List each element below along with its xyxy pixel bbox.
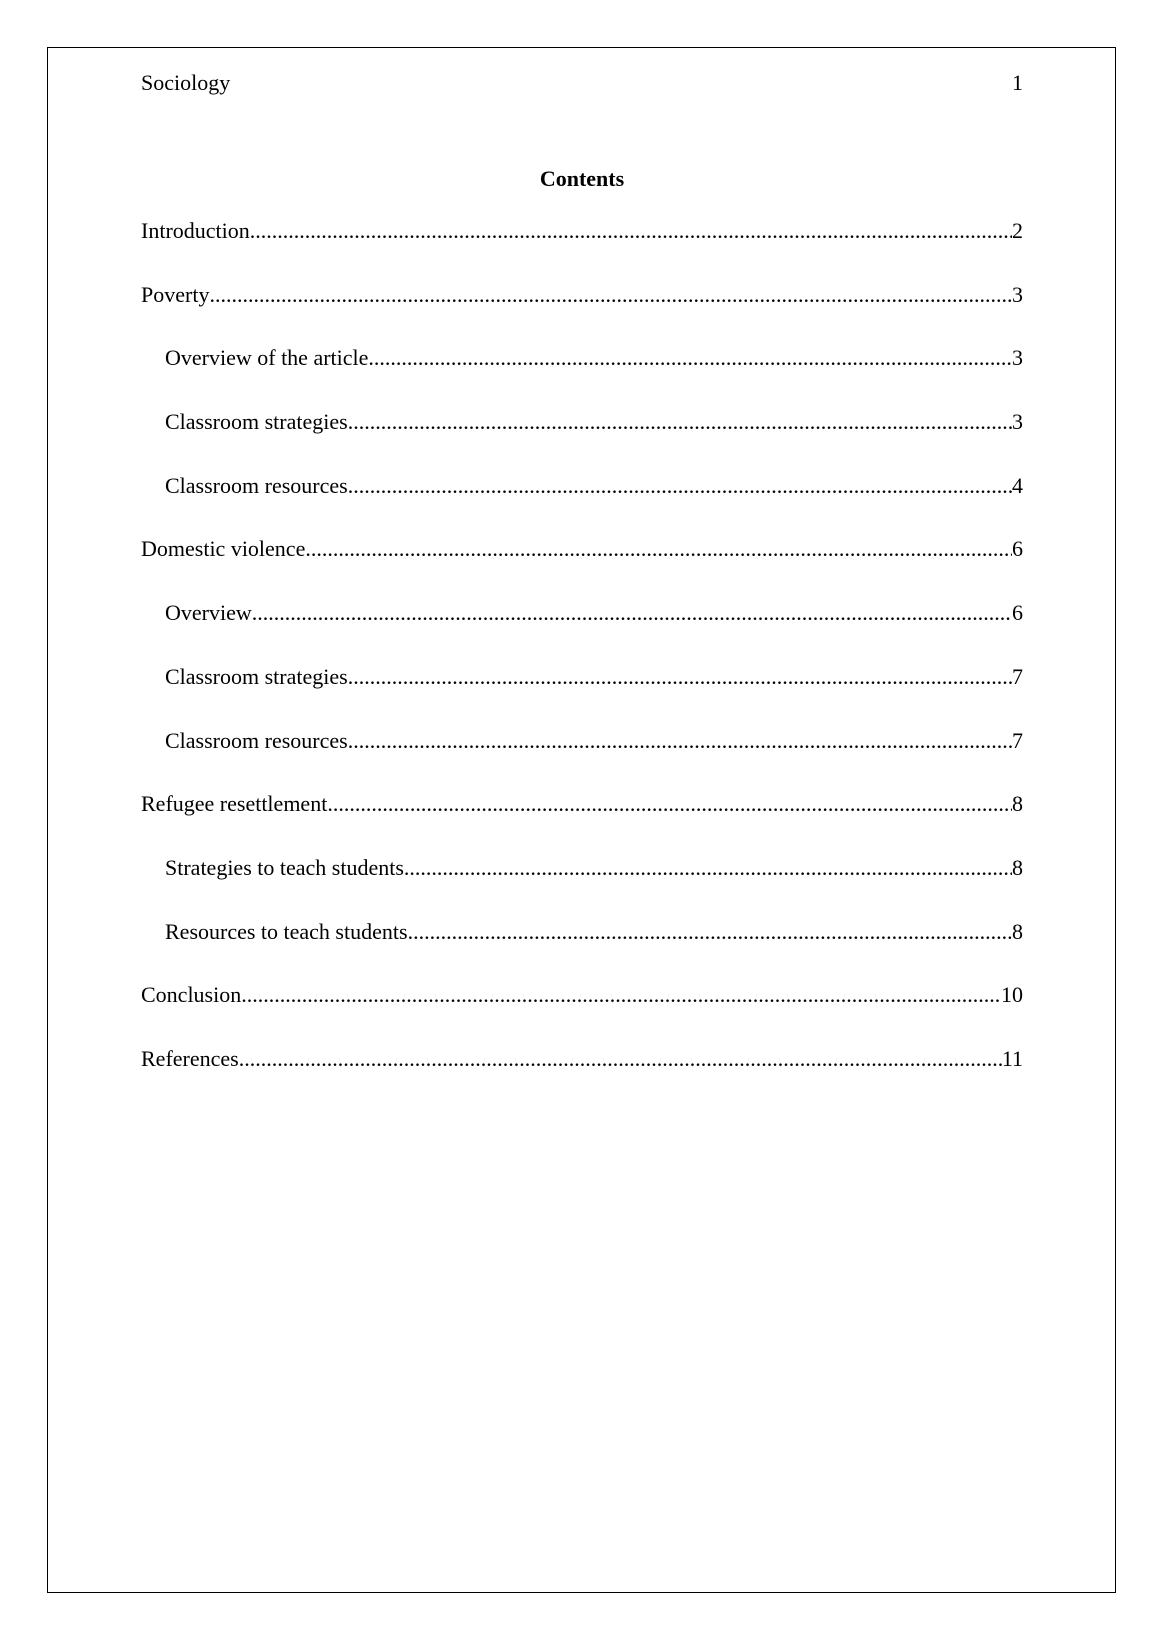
- toc-entry-label: Classroom strategies: [165, 663, 348, 689]
- toc-entry-poverty[interactable]: [141, 280, 1023, 344]
- toc-entry-refugee-resettlement[interactable]: [141, 789, 1023, 853]
- toc-leader-dots: [368, 343, 1012, 373]
- toc-entry-label: Resources to teach students: [165, 918, 408, 944]
- toc-entry-page: 11: [1001, 1045, 1023, 1071]
- toc-entry-classroom-strategies-domestic[interactable]: [141, 662, 1023, 726]
- toc-leader-dots: [209, 280, 1012, 310]
- toc-entry-page: 10: [1001, 982, 1023, 1008]
- toc-entry-page: 8: [1012, 854, 1023, 880]
- toc-entry-page: 3: [1012, 409, 1023, 435]
- toc-entry-label: Classroom strategies: [165, 409, 348, 435]
- toc-entry-label: Poverty: [141, 281, 210, 307]
- toc-entry-classroom-resources-poverty[interactable]: [141, 471, 1023, 535]
- toc-leader-dots: [348, 407, 1012, 437]
- toc-entry-classroom-strategies-poverty[interactable]: [141, 407, 1023, 471]
- toc-leader-dots: [239, 1044, 1002, 1074]
- toc-entry-strategies-to-teach-students[interactable]: [141, 853, 1023, 917]
- toc-entry-page: 4: [1012, 472, 1023, 498]
- toc-entry-page: 3: [1012, 281, 1023, 307]
- toc-entry-conclusion[interactable]: [141, 980, 1023, 1044]
- toc-entry-page: 8: [1012, 918, 1023, 944]
- running-header-page-number: 1: [1012, 70, 1023, 95]
- toc-leader-dots: [348, 726, 1012, 756]
- toc-entry-label: Overview: [165, 600, 252, 626]
- toc-leader-dots: [404, 853, 1012, 883]
- toc-leader-dots: [250, 216, 1012, 246]
- toc-entry-classroom-resources-domestic[interactable]: [141, 726, 1023, 790]
- toc-entry-introduction[interactable]: [141, 216, 1023, 280]
- toc-entry-references[interactable]: [141, 1044, 1023, 1108]
- toc-entry-overview-of-the-article[interactable]: [141, 343, 1023, 407]
- toc-entry-label: Conclusion: [141, 982, 242, 1008]
- toc-entry-page: 3: [1012, 345, 1023, 371]
- toc-entry-label: References: [141, 1045, 239, 1071]
- toc-leader-dots: [305, 534, 1012, 564]
- toc-entry-page: 8: [1012, 791, 1023, 817]
- table-of-contents: [141, 216, 1023, 1108]
- toc-entry-label: Strategies to teach students: [165, 854, 404, 880]
- toc-entry-page: 7: [1012, 727, 1023, 753]
- toc-entry-domestic-violence[interactable]: [141, 534, 1023, 598]
- toc-entry-label: Introduction: [141, 218, 250, 243]
- toc-entry-page: 6: [1012, 536, 1023, 562]
- toc-entry-page: 6: [1012, 600, 1023, 626]
- toc-entry-resources-to-teach-students[interactable]: [141, 917, 1023, 981]
- toc-entry-label: Domestic violence: [141, 536, 306, 562]
- toc-entry-label: Classroom resources: [165, 727, 348, 753]
- toc-entry-page: 2: [1012, 218, 1023, 243]
- toc-leader-dots: [327, 789, 1012, 819]
- running-header-title: Sociology: [141, 70, 231, 95]
- toc-leader-dots: [252, 598, 1012, 628]
- toc-entry-page: 7: [1012, 663, 1023, 689]
- toc-leader-dots: [408, 917, 1012, 947]
- toc-leader-dots: [348, 662, 1012, 692]
- toc-leader-dots: [241, 980, 1001, 1010]
- toc-entry-label: Refugee resettlement: [141, 791, 328, 817]
- toc-leader-dots: [348, 471, 1012, 501]
- toc-entry-label: Classroom resources: [165, 472, 348, 498]
- toc-entry-label: Overview of the article: [165, 345, 369, 371]
- toc-heading: Contents: [539, 166, 625, 191]
- toc-entry-overview[interactable]: [141, 598, 1023, 662]
